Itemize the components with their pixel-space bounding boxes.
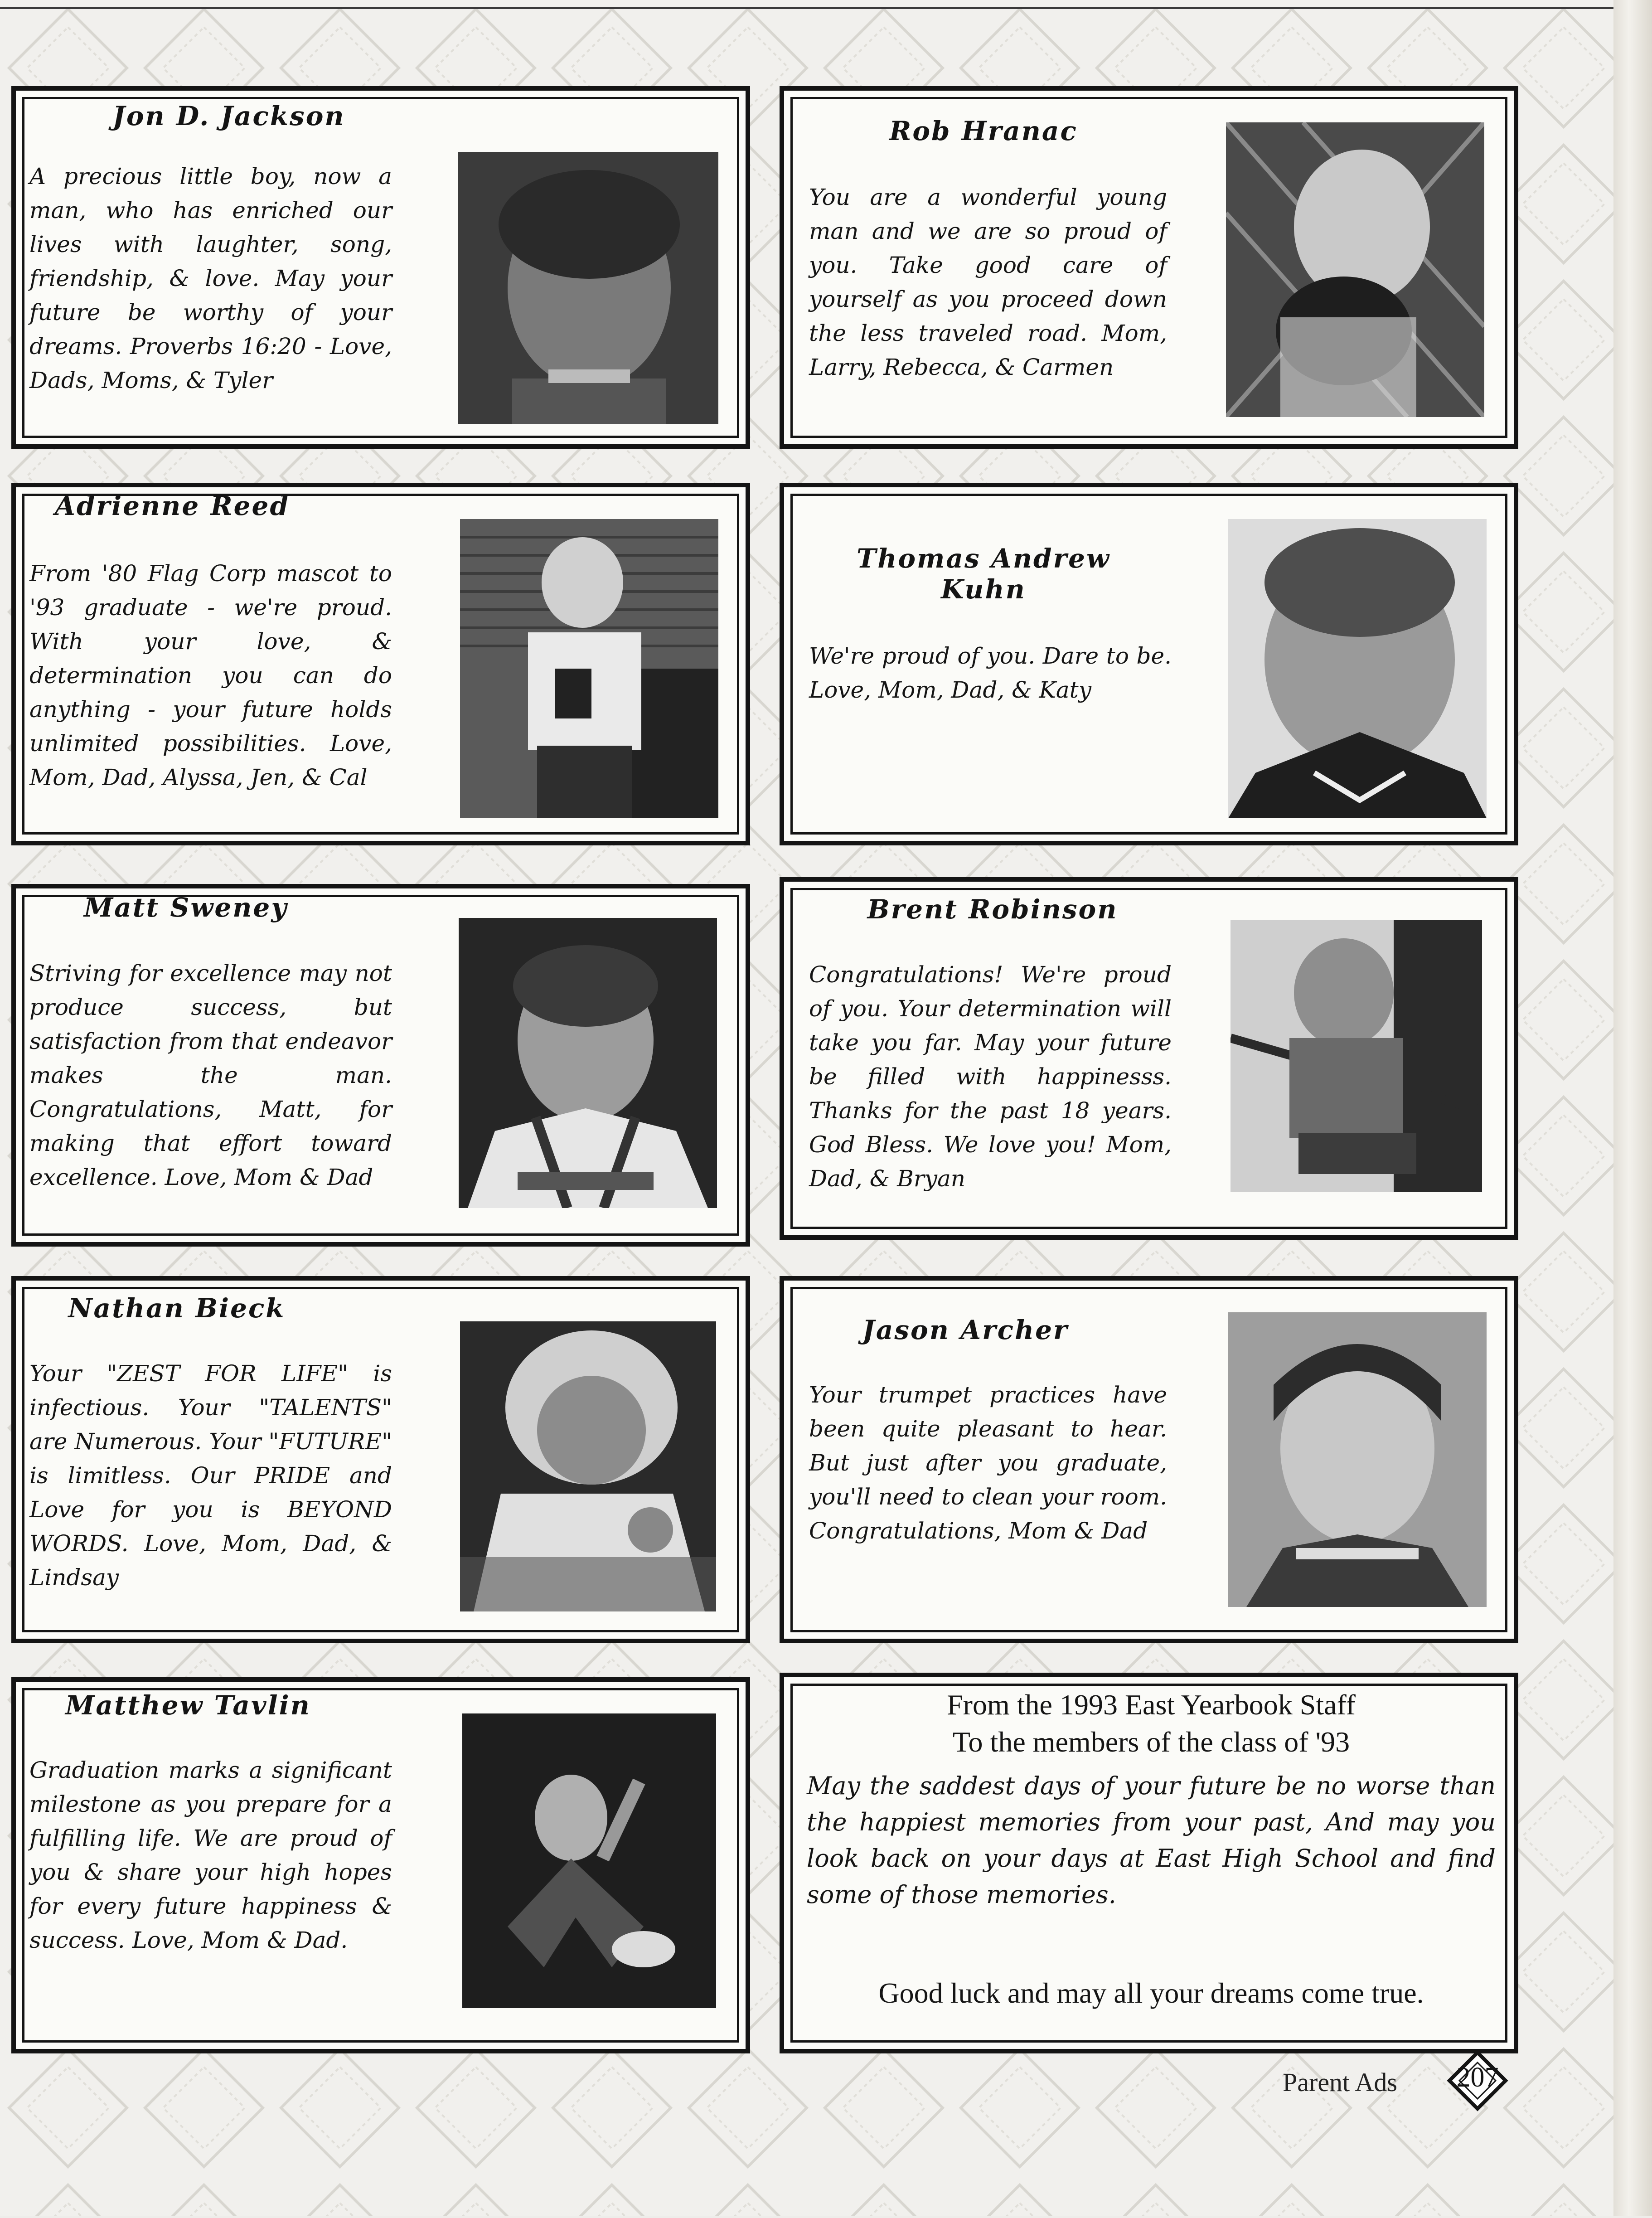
- staff-message: May the saddest days of your future be no worse than the happiest memories from your past, And may you look back on your days at East High School and find some of those memories.: [807, 1771, 1496, 1909]
- ad-message: A precious little boy, now a man, who has enriched our lives with laughter, song, friendship, & love. May your future be worthy of your dreams. Proverbs 16:20 - Love, Dads, Moms, & Tyler: [29, 163, 392, 393]
- ad-name: Thomas Andrew Kuhn: [857, 543, 1110, 605]
- ad-name: Rob Hranac: [889, 116, 1078, 146]
- child-photo: [1228, 1312, 1487, 1607]
- ad-name: Brent Robinson: [867, 894, 1118, 925]
- ad-message: Graduation marks a significant milestone as you prepare for a fulfilling life. We are proud of you & share your high hopes for every future happiness & success. Love, Mom & Dad.: [29, 1757, 392, 1953]
- child-photo: [459, 918, 717, 1208]
- staff-heading-line1: From the 1993 East Yearbook Staff: [947, 1689, 1356, 1721]
- staff-heading: [807, 1686, 1496, 1761]
- ad-message: You are a wonderful young man and we are so proud of you. Take good care of yourself as you proceed down the less traveled road. Mom, Larry, Rebecca, & Carmen: [809, 184, 1167, 380]
- child-photo: [1231, 920, 1482, 1192]
- section-title: Parent Ads: [1283, 2068, 1397, 2097]
- ad-name: Jon D. Jackson: [112, 101, 345, 131]
- ad-name: Adrienne Reed: [54, 490, 290, 521]
- child-photo: [1228, 519, 1487, 818]
- ad-name: Matthew Tavlin: [65, 1690, 311, 1721]
- ad-message: Your "ZEST FOR LIFE" is infectious. Your "TALENTS" are Numerous. Your "FUTURE" is limitless. Our PRIDE and Love for you is BEYOND WORDS. Love, Mom, Dad, & Lindsay: [29, 1360, 392, 1591]
- child-photo: [458, 152, 718, 424]
- ad-message: Congratulations! We're proud of you. Your determination will take you far. May your future be filled with happinesss. Thanks for the past 18 years. God Bless. We love you! Mom, Dad, & Bryan: [809, 961, 1172, 1192]
- ad-name: Matt Sweney: [83, 892, 288, 923]
- staff-heading-line2: To the members of the class of '93: [952, 1726, 1350, 1758]
- ad-message: We're proud of you. Dare to be. Love, Mom, Dad, & Katy: [809, 643, 1172, 703]
- child-photo: [460, 519, 718, 818]
- page-edge: [1613, 0, 1652, 2216]
- ad-message: From '80 Flag Corp mascot to '93 graduate - we're proud. With your love, & determination you can do anything - your future holds unlimited possibilities. Love, Mom, Dad, Alyssa, Jen, & Cal: [29, 560, 392, 791]
- staff-closing: Good luck and may all your dreams come true.: [878, 1977, 1424, 2009]
- child-photo: [1226, 122, 1484, 417]
- ad-name: Nathan Bieck: [68, 1293, 286, 1324]
- ad-name: Jason Archer: [862, 1315, 1069, 1345]
- ad-message: Striving for excellence may not produce success, but satisfaction from that endeavor makes the man. Congratulations, Matt, for making that effort toward excellence. Love, Mom & Dad: [29, 960, 392, 1190]
- child-photo: [460, 1321, 716, 1611]
- page-number: 207: [1456, 2062, 1499, 2093]
- child-photo: [462, 1713, 716, 2008]
- ad-message: Your trumpet practices have been quite pleasant to hear. But just after you graduate, you'll need to clean your room. Congratulations, Mom & Dad: [809, 1382, 1167, 1544]
